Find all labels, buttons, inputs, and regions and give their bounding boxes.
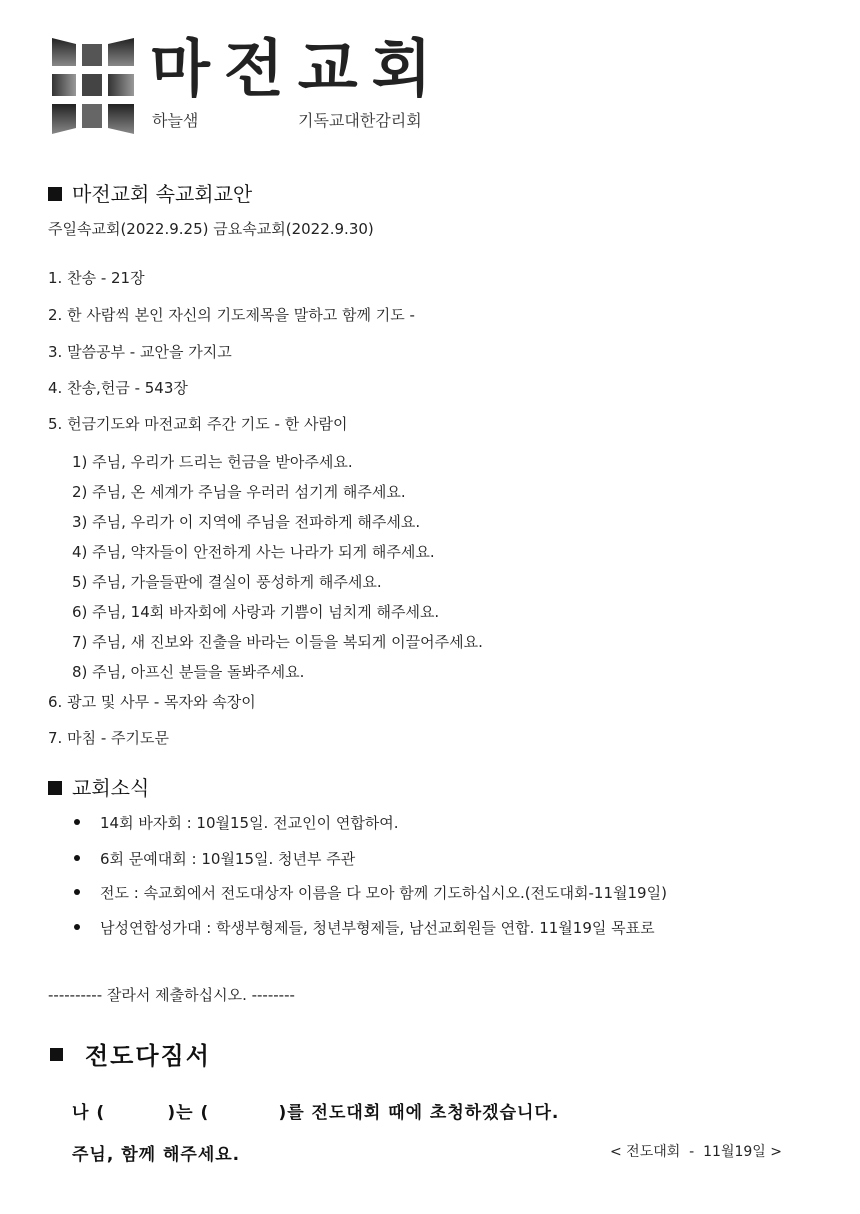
news-item: 남성연합성가대 : 학생부형제들, 청년부형제들, 남선교회원들 연합. 11월19일 목표로 (74, 917, 655, 938)
prayer-item: 6) 주님, 14회 바자회에 사랑과 기쁨이 넘치게 해주세요. (72, 603, 440, 621)
news-item: 전도 : 속교회에서 전도대상자 이름을 다 모아 함께 기도하십시오.(전도대회-11월19일) (74, 882, 667, 903)
prayer-item: 3) 주님, 우리가 이 지역에 주님을 전파하게 해주세요. (72, 513, 421, 531)
cut-line: ---------- 잘라서 제출하십시오. -------- (48, 986, 295, 1004)
news-item: 14회 바자회 : 10월15일. 전교인이 연합하여. (74, 812, 399, 833)
prayer-item: 4) 주님, 약자들이 안전하게 사는 나라가 되게 해주세요. (72, 543, 435, 561)
agenda-item: 3. 말씀공부 - 교안을 가지고 (48, 343, 232, 361)
bullet-dot-icon (74, 855, 80, 861)
bullet-dot-icon (74, 924, 80, 930)
pledge-line-1: 나 ( )는 ( )를 전도대회 때에 초청하겠습니다. (72, 1103, 560, 1123)
prayer-item: 2) 주님, 온 세계가 주님을 우러러 섬기게 해주세요. (72, 483, 406, 501)
logo-subtitle-right: 기독교대한감리회 (298, 111, 422, 130)
section-heading-news: 교회소식 (48, 772, 149, 801)
agenda-item: 6. 광고 및 사무 - 목자와 속장이 (48, 693, 256, 711)
church-name-logo: 마전교회 (150, 32, 446, 105)
logo-subtitle-left: 하늘샘 (152, 111, 199, 130)
agenda-item: 7. 마침 - 주기도문 (48, 729, 169, 747)
agenda-item: 4. 찬송,헌금 - 543장 (48, 379, 188, 397)
evangelism-date-note: < 전도대회 - 11월19일 > (610, 1144, 782, 1160)
agenda-item: 2. 한 사람씩 본인 자신의 기도제목을 말하고 함께 기도 - (48, 306, 415, 324)
meeting-dates: 주일속교회(2022.9.25) 금요속교회(2022.9.30) (48, 220, 374, 238)
agenda-item: 5. 헌금기도와 마전교회 주간 기도 - 한 사람이 (48, 415, 348, 433)
news-item: 6회 문예대회 : 10월15일. 청년부 주관 (74, 848, 355, 869)
prayer-item: 7) 주님, 새 진보와 진출을 바라는 이들을 복되게 이끌어주세요. (72, 633, 483, 651)
prayer-item: 8) 주님, 아프신 분들을 돌봐주세요. (72, 663, 305, 681)
prayer-item: 1) 주님, 우리가 드리는 헌금을 받아주세요. (72, 453, 353, 471)
bullet-dot-icon (74, 819, 80, 825)
bullet-dot-icon (74, 889, 80, 895)
section-heading-lesson: 마전교회 속교회교안 (48, 178, 252, 207)
pledge-heading: 전도다짐서 (50, 1036, 211, 1071)
square-bullet-icon (48, 781, 62, 795)
square-bullet-icon (48, 187, 62, 201)
agenda-item: 1. 찬송 - 21장 (48, 269, 145, 287)
church-logo-mark (50, 36, 136, 136)
pledge-line-2: 주님, 함께 해주세요. (72, 1145, 241, 1165)
prayer-item: 5) 주님, 가을들판에 결실이 풍성하게 해주세요. (72, 573, 382, 591)
square-bullet-icon (50, 1048, 63, 1061)
